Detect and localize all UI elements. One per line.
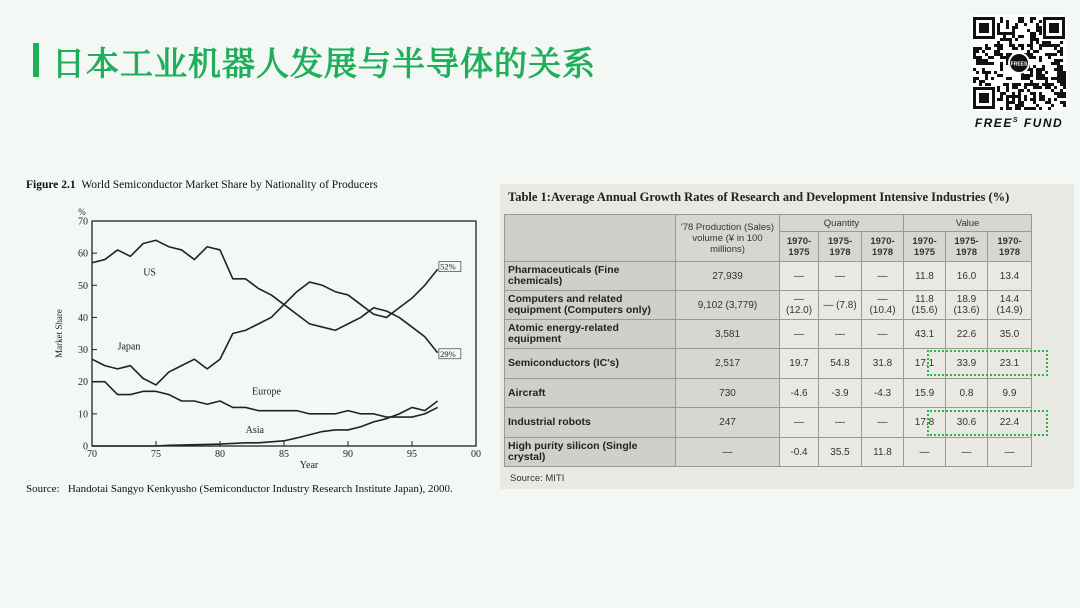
- rd-table-panel: [500, 184, 1074, 489]
- cell-v1: 43.1: [904, 320, 946, 349]
- series-label-asia: Asia: [245, 425, 264, 437]
- qr-center-label: FREES: [1010, 61, 1028, 68]
- cell-q2: —: [819, 320, 862, 349]
- cell-q3: -4.3: [862, 379, 904, 408]
- header-period: 1970-1975: [904, 232, 946, 262]
- series-line-us: [92, 240, 438, 353]
- cell-v1: 17.1: [904, 349, 946, 379]
- y-tick-label: 50: [78, 280, 88, 292]
- y-tick-label: 20: [78, 377, 88, 389]
- cell-production: 9,102 (3,779): [676, 291, 780, 320]
- highlight-industrial-robots: [927, 410, 1048, 436]
- cell-v1: —: [904, 438, 946, 467]
- cell-q1: — (12.0): [780, 291, 819, 320]
- figure-source: Source: Handotai Sangyo Kenkyusho (Semiconductor Industry Research Institute Japan), 2000.: [26, 483, 453, 495]
- header-blank: [505, 215, 676, 262]
- cell-v1: 17.8: [904, 408, 946, 438]
- x-tick-label: 90: [343, 449, 353, 460]
- cell-v2: 33.9: [946, 349, 988, 379]
- y-tick-label: 70: [78, 216, 88, 228]
- series-label-europe: Europe: [252, 386, 281, 398]
- cell-production: —: [676, 438, 780, 467]
- cell-production: 730: [676, 379, 780, 408]
- x-tick-label: 75: [151, 449, 161, 460]
- table-title: Table 1:Average Annual Growth Rates of Research and Development Intensive Industries (%): [508, 190, 1010, 204]
- y-tick-label: 0: [83, 441, 88, 453]
- cell-q2: 54.8: [819, 349, 862, 379]
- cell-q3: 11.8: [862, 438, 904, 467]
- row-name: Computers and related equipment (Computers only): [505, 291, 676, 320]
- row-name: Aircraft: [505, 379, 676, 408]
- series-line-asia: [92, 401, 438, 446]
- plot-frame: [92, 221, 476, 446]
- cell-v1: 11.8: [904, 262, 946, 291]
- cell-v3: 13.4: [988, 262, 1032, 291]
- header-quantity: Quantity: [780, 215, 904, 232]
- cell-q2: 35.5: [819, 438, 862, 467]
- series-label-us: US: [143, 267, 156, 279]
- y-tick-label: 10: [78, 409, 88, 421]
- cell-production: 3,581: [676, 320, 780, 349]
- cell-v2: —: [946, 438, 988, 467]
- series-label-japan: Japan: [117, 341, 141, 353]
- cell-v3: 14.4 (14.9): [988, 291, 1032, 320]
- cell-q3: —: [862, 262, 904, 291]
- cell-q3: —: [862, 320, 904, 349]
- market-share-chart: [24, 198, 494, 474]
- cell-q1: —: [780, 262, 819, 291]
- row-name: Pharmaceuticals (Fine chemicals): [505, 262, 676, 291]
- cell-q3: —: [862, 408, 904, 438]
- cell-q3: 31.8: [862, 349, 904, 379]
- x-tick-label: 80: [215, 449, 225, 460]
- cell-v3: —: [988, 438, 1032, 467]
- qr-code-icon: [971, 15, 1067, 111]
- header-period: 1975-1978: [819, 232, 862, 262]
- header-period: 1970-1978: [988, 232, 1032, 262]
- header-period: 1975-1978: [946, 232, 988, 262]
- cell-v2: 16.0: [946, 262, 988, 291]
- highlight-semiconductors: [927, 350, 1048, 376]
- table-row: [505, 320, 1032, 349]
- y-tick-label: 30: [78, 345, 88, 357]
- cell-q1: -4.6: [780, 379, 819, 408]
- header-value: Value: [904, 215, 1032, 232]
- header-production: '78 Production (Sales) volume (¥ in 100 millions): [676, 215, 780, 262]
- table-source: Source: MITI: [510, 473, 565, 484]
- cell-v3: 23.1: [988, 349, 1032, 379]
- x-tick-label: 70: [87, 449, 97, 460]
- cell-q1: —: [780, 320, 819, 349]
- cell-q1: 19.7: [780, 349, 819, 379]
- figure-caption: [26, 179, 378, 191]
- cell-v1: 15.9: [904, 379, 946, 408]
- end-label-japan: 52%: [440, 261, 456, 272]
- y-axis-unit: %: [78, 207, 86, 217]
- cell-production: 27,939: [676, 262, 780, 291]
- x-axis-label: Year: [299, 460, 319, 471]
- brand-logo: $FREE^S$ FUND: [974, 116, 1064, 130]
- cell-q2: —: [819, 262, 862, 291]
- figure-caption-text: World Semiconductor Market Share by Nationality of Producers: [81, 179, 378, 191]
- row-name: High purity silicon (Single crystal): [505, 438, 676, 467]
- cell-q1: -0.4: [780, 438, 819, 467]
- figure-label: Figure 2.1: [26, 179, 76, 191]
- header-period: 1970-1975: [780, 232, 819, 262]
- slide-title: 日本工业机器人发展与半导体的关系: [52, 44, 596, 83]
- cell-production: 2,517: [676, 349, 780, 379]
- series-line-japan: [92, 269, 438, 385]
- end-label-us: 29%: [440, 348, 456, 359]
- y-tick-label: 60: [78, 248, 88, 260]
- cell-q1: —: [780, 408, 819, 438]
- cell-v2: 18.9 (13.6): [946, 291, 988, 320]
- cell-v2: 0.8: [946, 379, 988, 408]
- cell-q2: —: [819, 408, 862, 438]
- cell-v2: 30.6: [946, 408, 988, 438]
- table-row: [505, 379, 1032, 408]
- cell-q3: — (10.4): [862, 291, 904, 320]
- cell-v2: 22.6: [946, 320, 988, 349]
- row-name: Industrial robots: [505, 408, 676, 438]
- row-name: Semiconductors (IC's): [505, 349, 676, 379]
- cell-q2: — (7.8): [819, 291, 862, 320]
- x-tick-label: 95: [407, 449, 417, 460]
- cell-v3: 22.4: [988, 408, 1032, 438]
- table-row: [505, 262, 1032, 291]
- cell-v3: 9.9: [988, 379, 1032, 408]
- cell-production: 247: [676, 408, 780, 438]
- table-row: [505, 438, 1032, 467]
- cell-q2: -3.9: [819, 379, 862, 408]
- x-tick-label: 00: [471, 449, 481, 460]
- title-accent-bar: [33, 43, 39, 77]
- x-tick-label: 85: [279, 449, 289, 460]
- y-axis-label: Market Share: [54, 309, 64, 358]
- header-period: 1970-1978: [862, 232, 904, 262]
- row-name: Atomic energy-related equipment: [505, 320, 676, 349]
- cell-v3: 35.0: [988, 320, 1032, 349]
- cell-v1: 11.8 (15.6): [904, 291, 946, 320]
- table-row: [505, 291, 1032, 320]
- y-tick-label: 40: [78, 312, 88, 324]
